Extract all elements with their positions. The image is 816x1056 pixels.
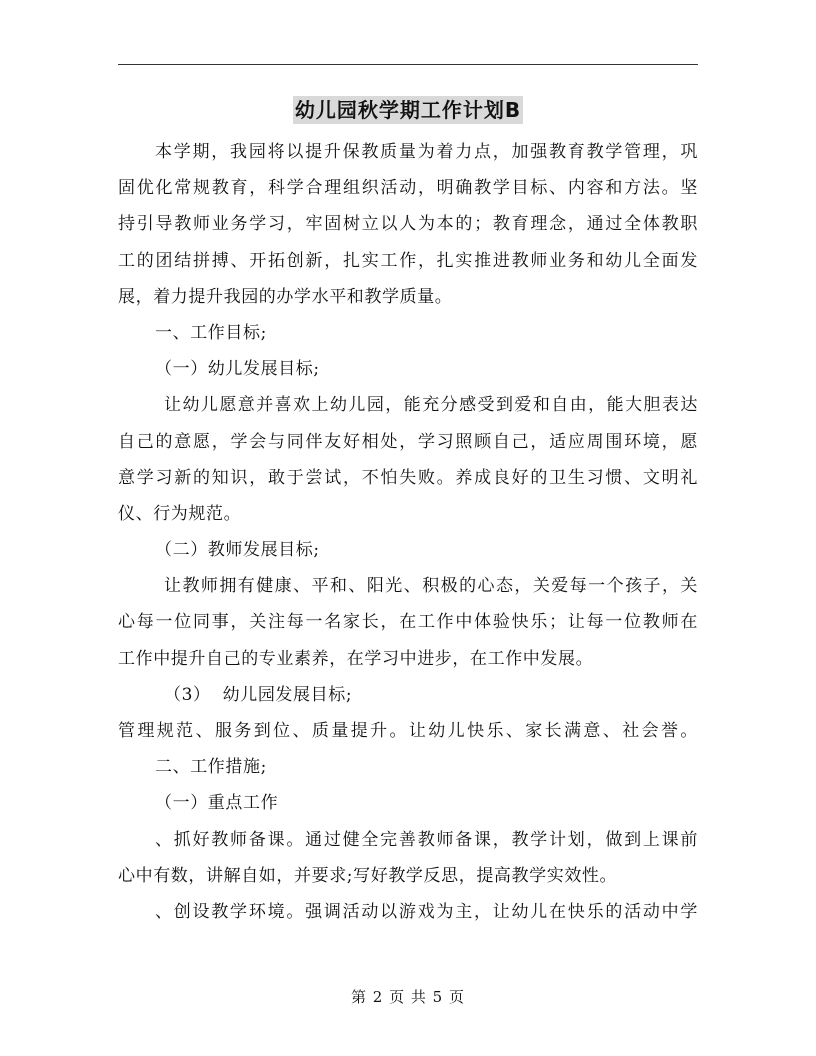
paragraph-line: 固优化常规教育，科学合理组织活动，明确教学目标、内容和方法。坚 <box>118 178 698 199</box>
paragraph-line: 持引导教师业务学习，牢固树立以人为本的；教育理念，通过全体教职 <box>118 214 698 235</box>
paragraph-line: 仪、行为规范。 <box>118 503 242 524</box>
paragraph-line: 、创设教学环境。强调活动以游戏为主，让幼儿在快乐的活动中学 <box>155 901 698 922</box>
paragraph-line: 展，着力提升我园的办学水平和教学质量。 <box>118 286 453 307</box>
paragraph-line: 心中有数，讲解自如，并要求;写好教学反思，提高教学实效性。 <box>118 865 618 886</box>
title-container <box>0 96 816 124</box>
subsection-heading: （一）重点工作 <box>155 793 279 814</box>
paragraph-line: 本学期，我园将以提升保教质量为着力点，加强教育教学管理，巩 <box>155 142 698 162</box>
paragraph-line: 让教师拥有健康、平和、阳光、积极的心态，关爱每一个孩子，关 <box>164 576 698 597</box>
paragraph-line: 、抓好教师备课。通过健全完善教师备课，教学计划，做到上课前 <box>155 829 698 850</box>
header-rule <box>118 64 698 65</box>
subsection-heading: （3） 幼儿园发展目标; <box>164 684 353 705</box>
subsection-heading: （一）幼儿发展目标; <box>155 359 320 380</box>
paragraph-line: 工的团结拼搏、开拓创新，扎实工作，扎实推进教师业务和幼儿全面发 <box>118 250 698 271</box>
paragraph-line: 自己的意愿，学会与同伴友好相处，学习照顾自己，适应周围环境，愿 <box>118 431 698 452</box>
paragraph-line: 心每一位同事，关注每一名家长，在工作中体验快乐；让每一位教师在 <box>118 612 698 633</box>
section-heading: 一、工作目标; <box>155 322 267 343</box>
section-heading: 二、工作措施; <box>155 757 267 778</box>
paragraph-line: 工作中提升自己的专业素养，在学习中进步，在工作中发展。 <box>118 648 594 669</box>
paragraph-line: 意学习新的知识，敢于尝试，不怕失败。养成良好的卫生习惯、文明礼 <box>118 467 698 488</box>
page-footer: 第 2 页 共 5 页 <box>351 988 465 1006</box>
paragraph-line: 让幼儿愿意并喜欢上幼儿园，能充分感受到爱和自由，能大胆表达 <box>164 395 698 416</box>
document-body <box>118 134 698 930</box>
document-title: 幼儿园秋学期工作计划B <box>294 98 522 122</box>
paragraph-line: 管理规范、服务到位、质量提升。让幼儿快乐、家长满意、社会誉。 <box>118 721 698 741</box>
subsection-heading: （二）教师发展目标; <box>155 540 320 561</box>
